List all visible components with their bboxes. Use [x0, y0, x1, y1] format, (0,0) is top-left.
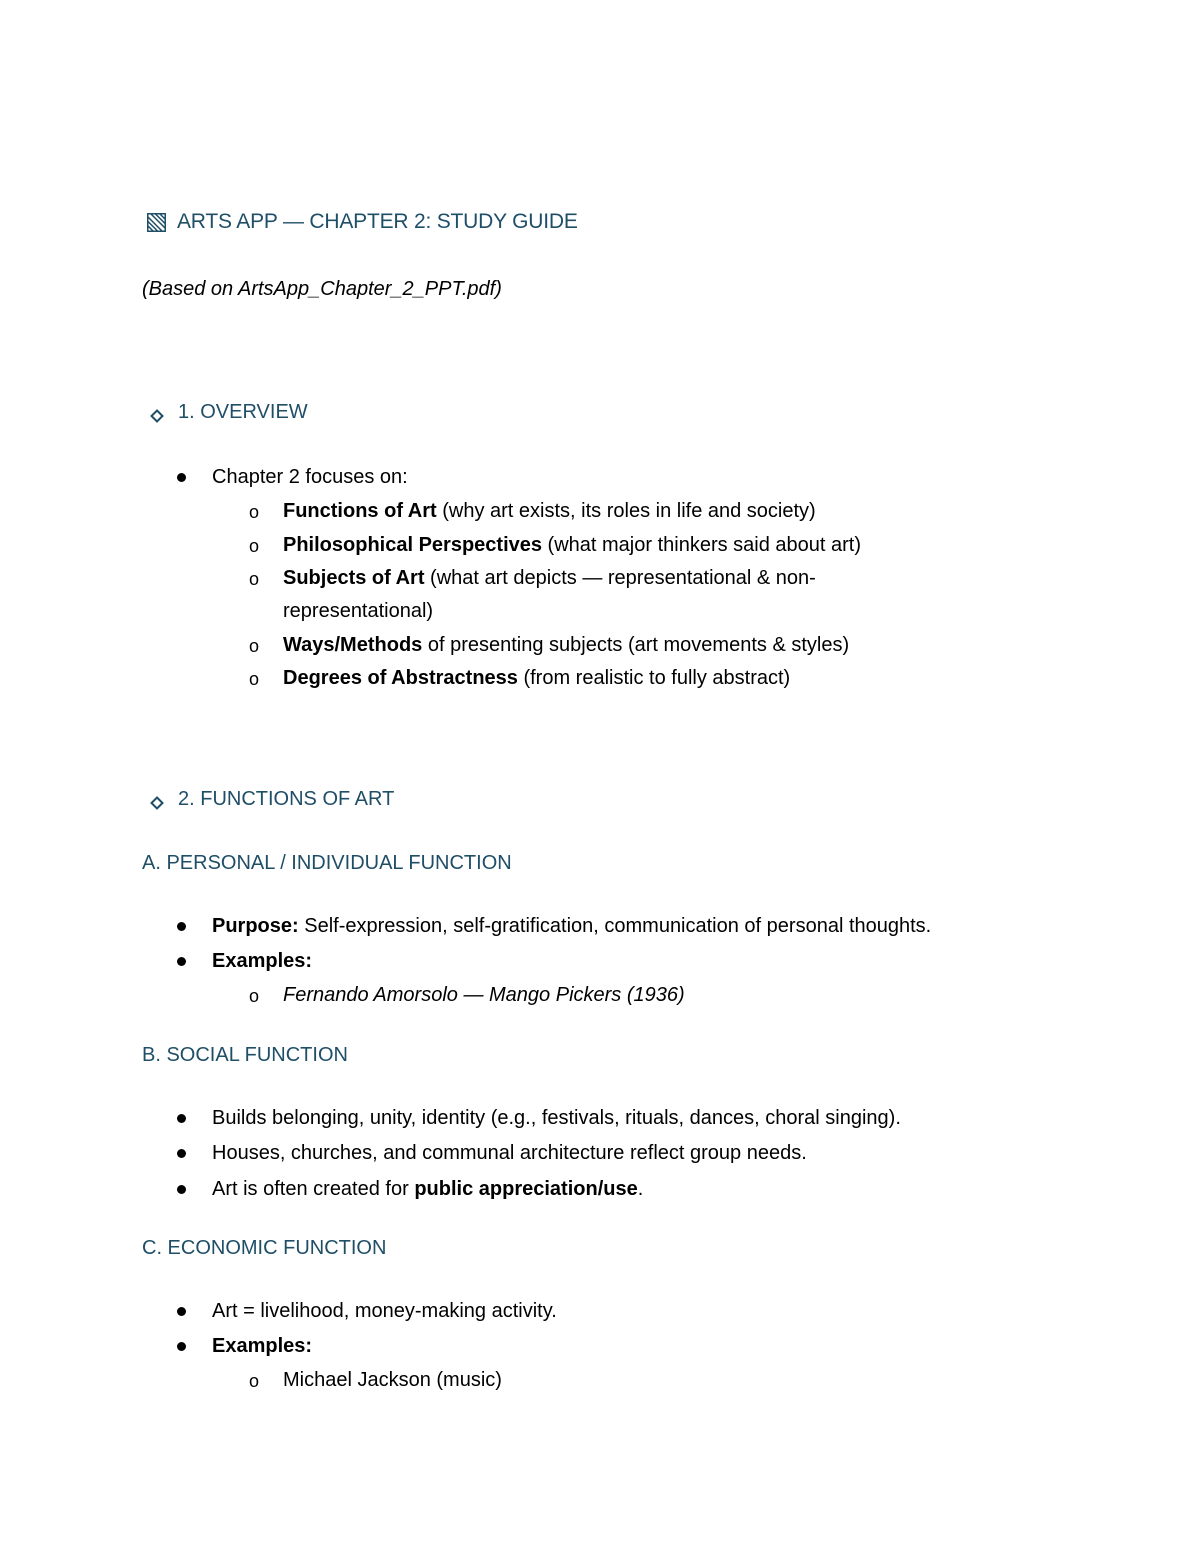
subheading-economic: C. ECONOMIC FUNCTION [142, 1237, 387, 1259]
bullet-icon [177, 1149, 186, 1158]
bullet-icon [177, 1307, 186, 1316]
sub-bullet-icon: o [249, 636, 260, 656]
diamond-icon [150, 406, 164, 420]
title-text: ARTS APP — CHAPTER 2: STUDY GUIDE [177, 210, 578, 233]
list-item: Functions of Art (why art exists, its roles in life and society) [283, 500, 816, 522]
section-heading-text: 2. FUNCTIONS OF ART [178, 788, 395, 810]
sub-bullet-icon: o [249, 569, 260, 589]
list-item: Degrees of Abstractness (from realistic to fully abstract) [283, 667, 791, 689]
subheading-social: B. SOCIAL FUNCTION [142, 1044, 348, 1066]
list-item: Builds belonging, unity, identity (e.g., festivals, rituals, dances, choral singing). [212, 1107, 901, 1129]
bullet-icon [177, 1342, 186, 1351]
list-item: Houses, churches, and communal architecture reflect group needs. [212, 1142, 807, 1164]
list-item: Subjects of Art (what art depicts — representational & non- [283, 567, 816, 589]
subheading-personal: A. PERSONAL / INDIVIDUAL FUNCTION [142, 852, 512, 874]
sub-bullet-icon: o [249, 502, 260, 522]
diamond-icon [150, 793, 164, 807]
list-item: Purpose: Self-expression, self-gratification, communication of personal thoughts. [212, 915, 932, 937]
list-item-continued: representational) [283, 600, 434, 622]
sub-bullet-icon: o [249, 536, 260, 556]
sub-bullet-icon: o [249, 986, 260, 1006]
doc-title [147, 210, 578, 234]
list-item: Ways/Methods of presenting subjects (art movements & styles) [283, 634, 850, 656]
bullet-icon [177, 957, 186, 966]
bullet-icon [177, 922, 186, 931]
list-item: Philosophical Perspectives (what major thinkers said about art) [283, 534, 862, 556]
bullet-icon [177, 1185, 186, 1194]
subtitle: (Based on ArtsApp_Chapter_2_PPT.pdf) [142, 278, 502, 300]
section-heading-text: 1. OVERVIEW [178, 401, 308, 423]
list-item: Chapter 2 focuses on: [212, 466, 408, 488]
section-heading-functions [150, 788, 394, 811]
document-icon [147, 213, 166, 232]
list-item: Art is often created for public appreciation/use. [212, 1178, 644, 1200]
list-item: Art = livelihood, money-making activity. [212, 1300, 557, 1322]
list-item: Examples: [212, 1335, 313, 1357]
bullet-icon [177, 1114, 186, 1123]
sub-bullet-icon: o [249, 669, 260, 689]
list-item: Examples: [212, 950, 313, 972]
list-item: Michael Jackson (music) [283, 1369, 502, 1391]
sub-bullet-icon: o [249, 1371, 260, 1391]
bullet-icon [177, 473, 186, 482]
section-heading-overview [150, 401, 308, 424]
list-item: Fernando Amorsolo — Mango Pickers (1936) [283, 984, 685, 1006]
